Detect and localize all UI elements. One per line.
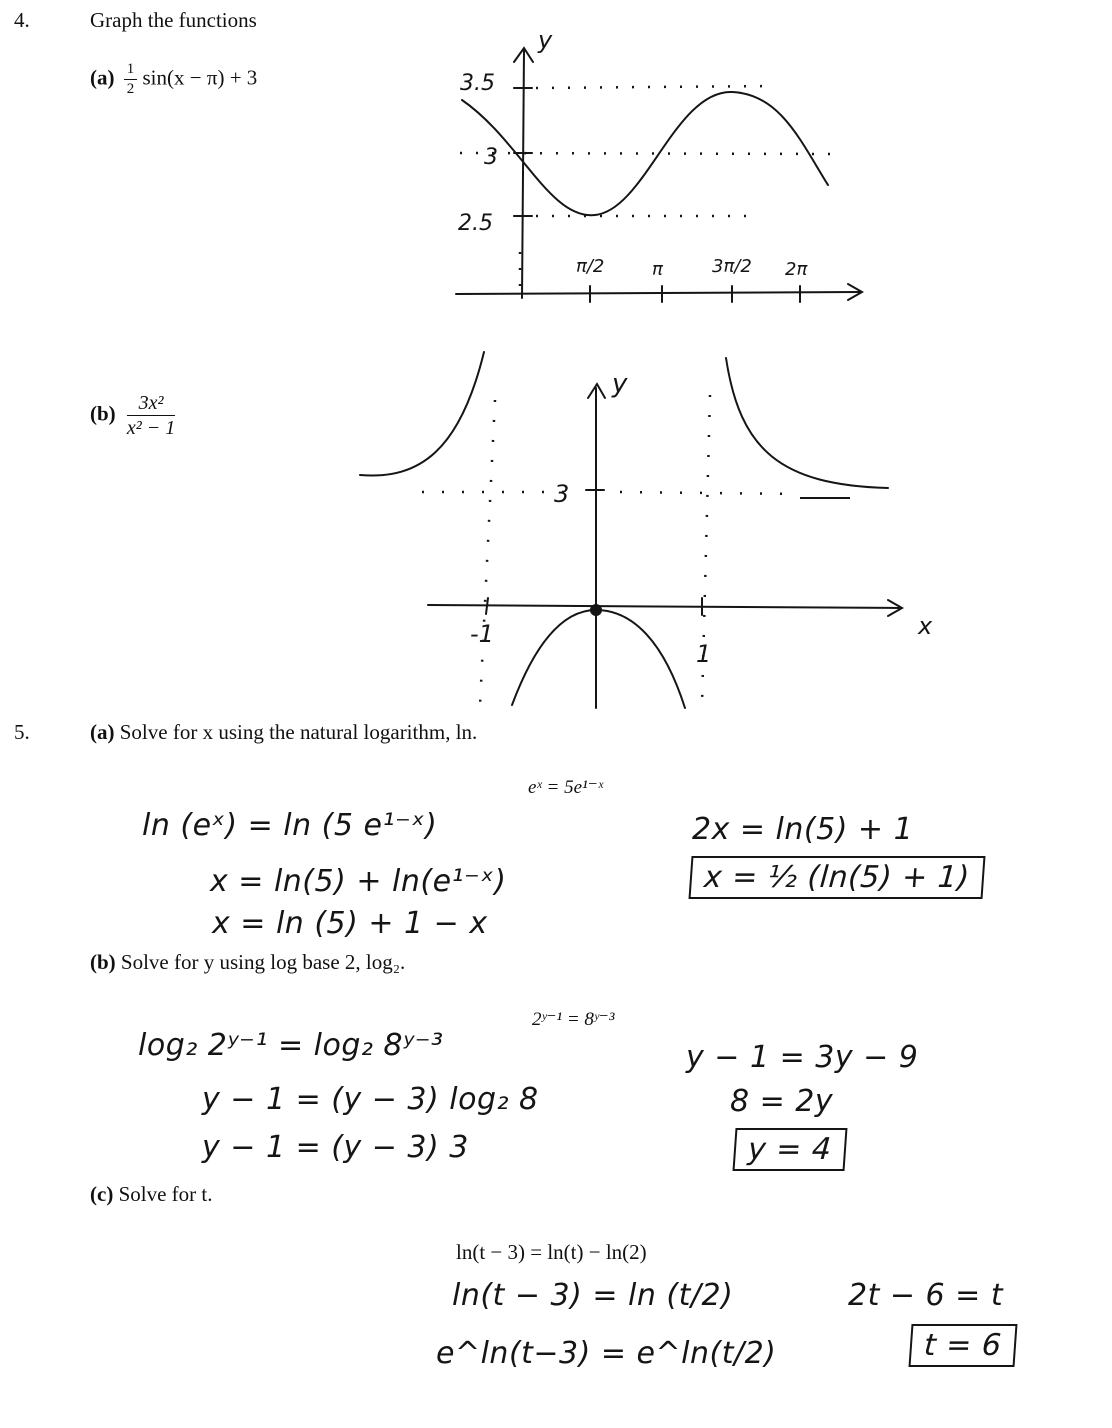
part-5c-text: Solve for t. xyxy=(118,1182,213,1206)
y-tick-3: 3 xyxy=(484,145,498,170)
fraction-numerator: 1 xyxy=(124,62,138,80)
half-fraction xyxy=(124,62,138,97)
work-5b-line-1: log₂ 2ʸ⁻¹ = log₂ 8ʸ⁻³ xyxy=(138,1028,444,1063)
fraction-denominator: x² − 1 xyxy=(126,417,176,439)
dotted-line-3-5 xyxy=(536,86,770,88)
work-5c-right-1: 2t − 6 = t xyxy=(848,1278,1004,1313)
y-axis-label: y xyxy=(612,369,628,399)
part-5a-label: (a) xyxy=(90,720,115,744)
work-5c-line-1: ln(t − 3) = ln (t/2) xyxy=(452,1278,734,1313)
part-5a-prompt xyxy=(90,720,477,745)
rational-fraction xyxy=(127,393,175,438)
part-5c-equation: ln(t − 3) = ln(t) − ln(2) xyxy=(456,1240,647,1264)
work-5b-right-2: 8 = 2y xyxy=(730,1084,834,1119)
left-branch xyxy=(360,352,484,476)
y-tick-3-5: 3.5 xyxy=(460,71,495,96)
origin-point xyxy=(590,604,602,616)
work-5a-right-1: 2x = ln(5) + 1 xyxy=(692,812,914,847)
x-tick-neg1: -1 xyxy=(470,620,494,648)
part-4a-label: (a) xyxy=(90,65,115,90)
x-tick-1: 1 xyxy=(696,640,712,668)
sine-curve xyxy=(462,92,828,215)
answer-5c-box: t = 6 xyxy=(908,1324,1017,1367)
asymptote-y3-right xyxy=(620,492,800,494)
x-axis xyxy=(428,605,900,608)
part-4a-expr: sin(x − π) + 3 xyxy=(142,65,258,90)
x-tick-pi: π xyxy=(652,259,663,280)
work-5b-right-1: y − 1 = 3y − 9 xyxy=(686,1040,919,1075)
y-tick-2-5: 2.5 xyxy=(458,211,493,236)
asymptote-label-3: 3 xyxy=(554,480,570,508)
x-axis-label: x xyxy=(918,612,933,640)
part-5b-text: Solve for y using log base 2, log₂. xyxy=(120,950,406,974)
graph-4b xyxy=(340,340,940,715)
question-5-number: 5. xyxy=(14,720,30,744)
question-4-number: 4. xyxy=(14,8,30,32)
x-tick-2pi: 2π xyxy=(785,259,808,280)
part-4b-expression xyxy=(90,393,175,438)
fraction-numerator: 3x² xyxy=(127,393,175,416)
part-4a-expression xyxy=(90,62,257,97)
x-tick-3pi-half: 3π/2 xyxy=(712,256,752,277)
work-5a-line-2: x = ln(5) + ln(e¹⁻ˣ) xyxy=(210,864,507,899)
work-5a-line-1: ln (eˣ) = ln (5 e¹⁻ˣ) xyxy=(142,808,438,843)
work-5c-line-2: e^ln(t−3) = e^ln(t/2) xyxy=(436,1336,777,1371)
work-5a-line-3: x = ln (5) + 1 − x xyxy=(212,906,488,941)
part-5c-label: (c) xyxy=(90,1182,114,1206)
part-5a-text: Solve for x using the natural logarithm, ln. xyxy=(119,720,478,744)
right-branch xyxy=(726,358,888,488)
answer-5b-box: y = 4 xyxy=(732,1128,847,1171)
part-5b-equation: 2ʸ⁻¹ = 8ʸ⁻³ xyxy=(532,1009,615,1030)
fraction-denominator: 2 xyxy=(126,81,135,97)
graph-4a xyxy=(440,20,880,320)
part-5c-prompt xyxy=(90,1182,212,1207)
middle-branch xyxy=(512,610,685,708)
asymptote-x-neg1 xyxy=(480,400,495,705)
answer-5a-box: x = ½ (ln(5) + 1) xyxy=(688,856,985,899)
work-5b-line-2: y − 1 = (y − 3) log₂ 8 xyxy=(202,1082,539,1117)
part-5b-label: (b) xyxy=(90,950,116,974)
part-5b-prompt xyxy=(90,950,405,975)
x-tick-pi-half: π/2 xyxy=(576,256,605,277)
y-axis-label: y xyxy=(538,26,553,54)
part-4b-label: (b) xyxy=(90,401,116,426)
part-5a-equation: eˣ = 5e¹⁻ˣ xyxy=(528,777,604,798)
work-5b-line-3: y − 1 = (y − 3) 3 xyxy=(202,1130,469,1165)
question-4-prompt: Graph the functions xyxy=(90,8,257,32)
